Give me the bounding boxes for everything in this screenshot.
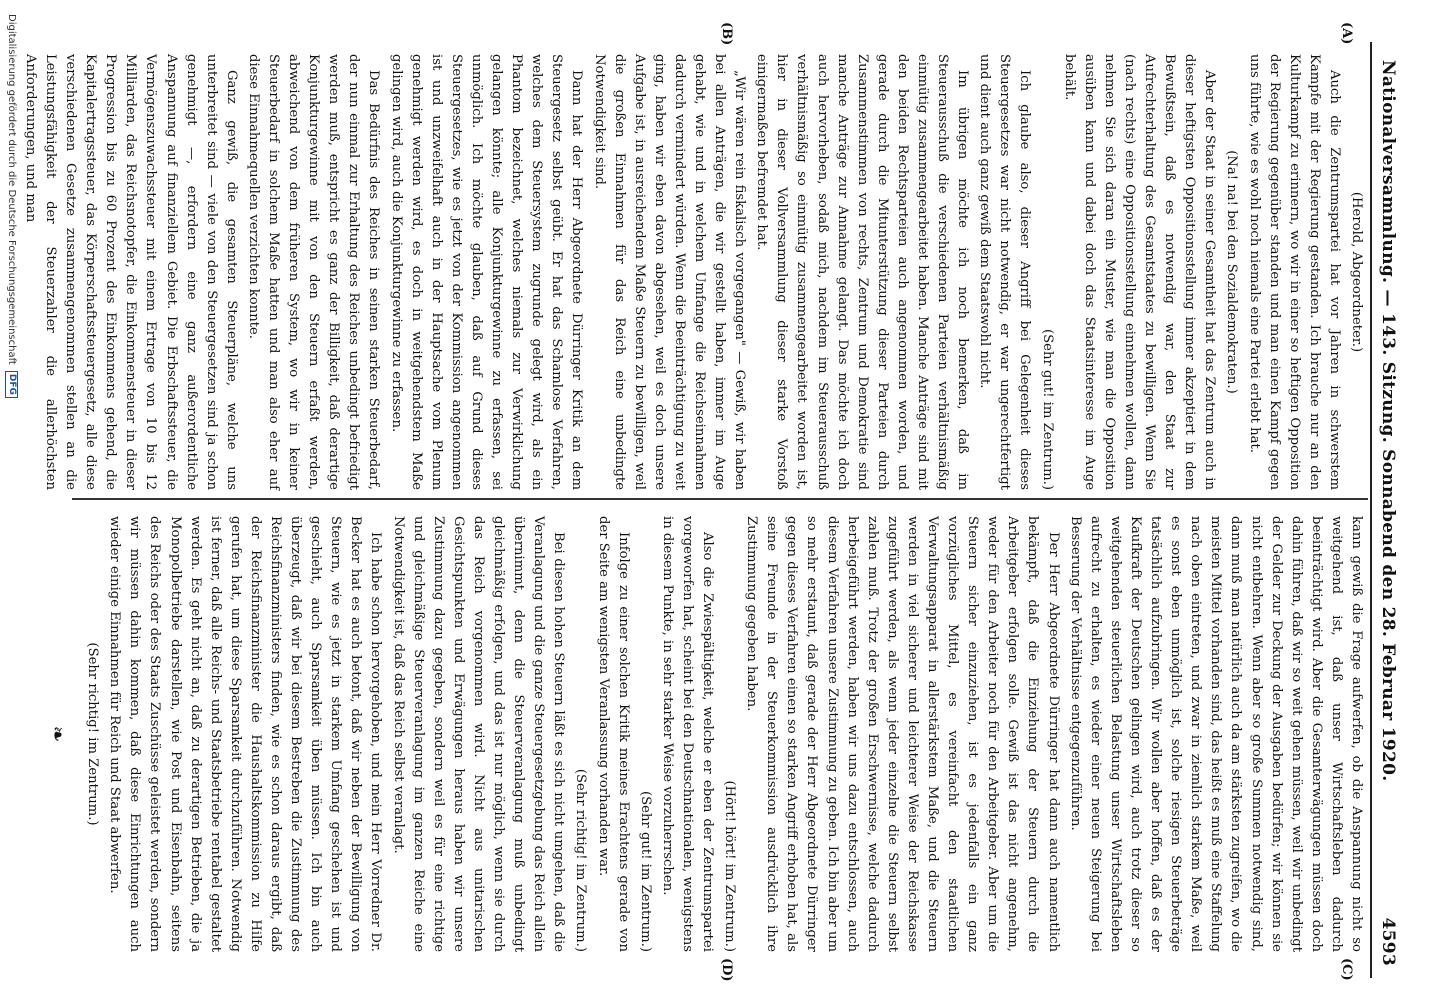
paragraph: kann gewiß die Frage aufwerfen, ob die Anspannung nicht so weitgehend ist, daß unser Wirtschaftsleben dadurch beeinträchtigt wird. Aber die Gesamterwägungen müssen doch dahin führen, daß wir so weit gehen müssen, weil wir unbedingt der Gelder zur Deckung der Ausgaben bedürfen; wir können sie nicht entbehren. Wenn aber so große Summen notwendig sind, dann muß man natürlich auch da am stärksten zugreifen, wo die meisten Mittel vorhanden sind, das heißt es muß eine Staffelung nach oben eintreten, und zwar in ziemlich starkem Maße, weil es sonst eben unmöglich ist, solche riesigen Steuerbeträge tatsächlich aufzubringen. Wir wollen aber hoffen, daß es der Kaufkraft der Deutschen gelingen wird, auch trotz dieser so weitgehenden steuerlichen Belastung unser Wirtschaftsleben aufrecht zu erhalten, es wieder einer neuen Steigerung bei Besserung der Verhältnisse entgegenzuführen.: [1067, 516, 1364, 952]
interjection: (Sehr richtig! im Zentrum.): [85, 642, 101, 826]
interjection: (Sehr gut! im Zentrum.): [637, 790, 653, 952]
paragraph: Ich glaube also, dieser Angriff bei Gelegenheit dieses Steuergesetzes war nicht notwendig, er war ungerechtfertigt und dient auch ganz gewiß dem Staatswohl nicht.: [977, 54, 1033, 490]
page-number: 4593: [1378, 917, 1398, 966]
margin-marker-d: (D): [719, 958, 734, 982]
speaker-label: (Herold, Abgeordneter.): [1349, 191, 1364, 353]
paragraph: Das Bedürfnis des Reiches in seinen starken Steuerbedarf, der nun einmal zur Erhaltung des Reiches unbedingt befriedigt werden muß, entspricht es ganz der Billigkeit, daß derartige Konjunkturgewinne mit von den Steuern erfaßt werden, abweichend von dem früheren System, wo wir in keiner Steuerbedarf in solchem Maße hatten und man also eher auf diese Einnahmequellen verzichten konnte.: [245, 54, 382, 490]
paragraph: Aber der Staat in seiner Gesamtheit hat das Zentrum auch in dieser heftigsten Oppositionsstellung immer akzeptiert in dem Bewußtsein, daß es notwendig war, den Staat zur Aufrechterhaltung des Gesamtstaates zu bewilligen. Wenn Sie (nach rechts) eine Oppositionsstellung einnehmen wollen, dann nehmen Sie sich daran ein Muster, wie man die Opposition ausüben kann und dabei doch das Staatsinteresse im Auge behält.: [1061, 54, 1218, 490]
interjection: (Hört! hört! im Zentrum.): [722, 780, 738, 952]
page-header: [1370, 42, 1406, 978]
margin-marker-a: (A): [1339, 22, 1354, 45]
dfg-logo: DFG: [5, 371, 18, 398]
paragraph: Auch die Zentrumspartei hat vor Jahren in schwerstem Kampfe mit der Regierung gestanden. Ich brauche nur an den Kulturkampf zu erinnern, wo wir in einer so heftigen Opposition der Regierung gegenüber standen und man einen Kampf gegen uns führte, wie es wohl noch niemals eine Partei erlebt hat.: [1246, 54, 1342, 490]
paragraph: Im übrigen möchte ich noch bemerken, daß im Steuerausschuß die verschiedenen Parteien verhältnismäßig einmütig zusammengearbeitet haben. Manche Anträge sind mit den beiden Rechtsparteien auch angenommen worden, und gerade durch die Mitunterstützung dieser Parteien durch Zusammenstimmen von rechts, Zentrum und Demokratie sind manche Anträge zur Annahme gelangt. Das möchte ich doch auch hervorheben, sodaß mich, nachdem im Steuerausschuß verhältnismäßig so einmütig zusammengearbeitet worden ist, hier in dieser Vollversammlung dieser starke Vorstoß einigermaßen befremdet hat.: [754, 54, 971, 490]
paragraph: Ich habe schon hervorgehoben, und mein Herr Vorredner Dr. Becker hat es auch betont, daß wir neben der Bewilligung von Steuern, wie es jetzt in starkem Umfang geschehen ist und geschieht, auch Sparsamkeit üben müssen. Ich bin auch überzeugt, daß wir bei diesem Bestreben die Zustimmung des Reichsfinanzministers finden, wie es schon daraus ergibt, daß der Reichsfinanzminister die Haushaltskommission zu Hilfe gerufen hat, um diese Sparsamkeit durchzuführen. Notwendig ist ferner, daß alle Reichs- und Staatsbetriebe rentabel gestaltet werden. Es geht nicht an, daß zu derartigen Betrieben, die ja Monopolbetriebe darstellen, wie Post und Eisenbahn, seitens des Reichs oder des Staats Zuschüsse geleistet werden, sondern wir müssen dahin kommen, daß diese Einrichtungen auch wieder einige Einnahmen für Reich und Staat abwerfen.: [107, 516, 384, 952]
left-text-column: [22, 54, 1366, 490]
margin-marker-c: (C): [1339, 958, 1354, 981]
digitization-credit: [5, 14, 18, 398]
paragraph: Dann hat der Herr Abgeordnete Dürringer Kritik an dem Steuergesetz selbst geübt. Er hat das Schamlose Verfahren, welches dem Steuersystem zugrunde gelegt wird, als ein Phantom bezeichnet, welches niemals zur Verwirklichung gelangen könnte; alle Konjunkturgewinne zu erfassen, sei unmöglich. Ich möchte glauben, daß auf Grund dieses Steuergesetzes, wie es jetzt von der Kommission angenommen ist und unzweifelhaft auch in der Hauptsache vom Plenum genehmigt werden wird, es doch in weitgehendstem Maße gelingen wird, auch die Konjunkturgewinne zu erfassen.: [388, 54, 585, 490]
paragraph: Infolge zu einer solchen Kritik meines Erachtens gerade von der Seite am wenigsten Veranlassung vorhanden war.: [595, 516, 631, 952]
paragraph: Der Herr Abgeordnete Dürringer hat dann auch namentlich bekämpft, daß die Einziehung der Steuern durch die Arbeitgeber erfolgen solle. Gewiß ist das nicht angenehm, weder für den Arbeiter noch für den Arbeitgeber. Aber um die Steuern sicher einzuziehen, ist es jedenfalls ein ganz vorzügliches Mittel, es vereinfacht den staatlichen Verwaltungsapparat in allerstärkstem Maße, und die Steuern werden in viel sicherer und leichterer Weise der Reichskasse zugeführt werden, als wenn jeder einzelne die Steuern selbst zahlen muß. Trotz der großen Erschwernisse, welche dadurch herbeigeführt werden, haben wir uns dazu entschlossen, auch diesem Verfahren unsere Zustimmung zu geben. Ich bin aber um so mehr erstaunt, daß gerade der Herr Abgeordnete Dürringer gegen dieses Verfahren einen so starken Angriff erhoben hat, als seine Freunde in der Steuerkommission ausdrücklich ihre Zustimmung gegeben haben.: [744, 516, 1061, 952]
paragraph: Ganz gewiß, die gesamten Steuerpläne, welche uns unterbreitet sind — viele von den Steuergesetzen sind ja schon genehmigt —, erfordern eine ganz außerordentliche Anspannung auf finanziellem Gebiet. Die Erbschaftssteuer, die Vermögenszuwachssteuer mit einem Ertrage von 10 bis 12 Milliarden, das Reichsnotopfer, die Einkommensteuer in dieser Progression bis zu 60 Prozent des Einkommens gehend, die Kapitalertragssteuer, das Körperschaftssteuergesetz, alle diese verschiedenen Gesetze zusammengenommen stellen an die Leistungsfähigkeit der Steuerzahler die allerhöchsten Anforderungen, und man: [22, 54, 239, 490]
column-divider: [72, 498, 1368, 500]
end-ornament: ❧: [46, 725, 71, 743]
margin-marker-b: (B): [719, 22, 734, 46]
right-text-column: [46, 516, 1366, 952]
paragraph: Also die Zwiespältigkeit, welche er eben der Zentrumspartei vorgeworfen hat, scheint bei den Deutschnationalen, wenigstens in diesem Punkte, in sehr starker Weise vorzuherrschen.: [659, 516, 715, 952]
session-title: Nationalversammlung. — 143. Sitzung. Sonnabend den 28. Februar 1920.: [1378, 60, 1398, 782]
interjection: (Sehr richtig! im Zentrum.): [573, 768, 589, 952]
interjection: (Sehr gut! im Zentrum.): [1039, 328, 1055, 490]
paragraph: „Wir wären rein fiskalisch vorgegangen" — Gewiß, wir haben bei allen Anträgen, die wir gestellt haben, immer im Auge gehabt, wie und in welchem Umfange die Reichseinnahmen dadurch vermindert würden. Wenn die Beeinträchtigung zu weit ging, haben wir eben davon abgesehen, weil es doch unsere Aufgabe ist, in ausreichendem Maße Steuern zu bewilligen, weil die großen Einnahmen für das Reich eine unbedingte Notwendigkeit sind.: [591, 54, 748, 490]
paragraph: Bei diesen hohen Steuern läßt es sich nicht umgehen, daß die Veranlagung und die ganze Steuergesetzgebung das Reich allein übernimmt, denn die Steuerveranlagung muß unbedingt gleichmäßig erfolgen, und das ist nur möglich, wenn sie durch das Reich vorgenommen wird. Nicht aus unitarischen Gesichtspunkten und Erwägungen heraus haben wir unsere Zustimmung dazu gegeben, sondern weil es für eine richtige und gleichmäßige Steuerveranlagung im ganzen Reiche eine Notwendigkeit ist, daß das Reich selbst veranlagt.: [390, 516, 567, 952]
interjection: (Na! na! bei den Sozialdemokraten.): [1224, 150, 1240, 394]
credit-text: Digitalisierung gefördert durch die Deutsche Forschungsgemeinschaft: [6, 14, 17, 365]
